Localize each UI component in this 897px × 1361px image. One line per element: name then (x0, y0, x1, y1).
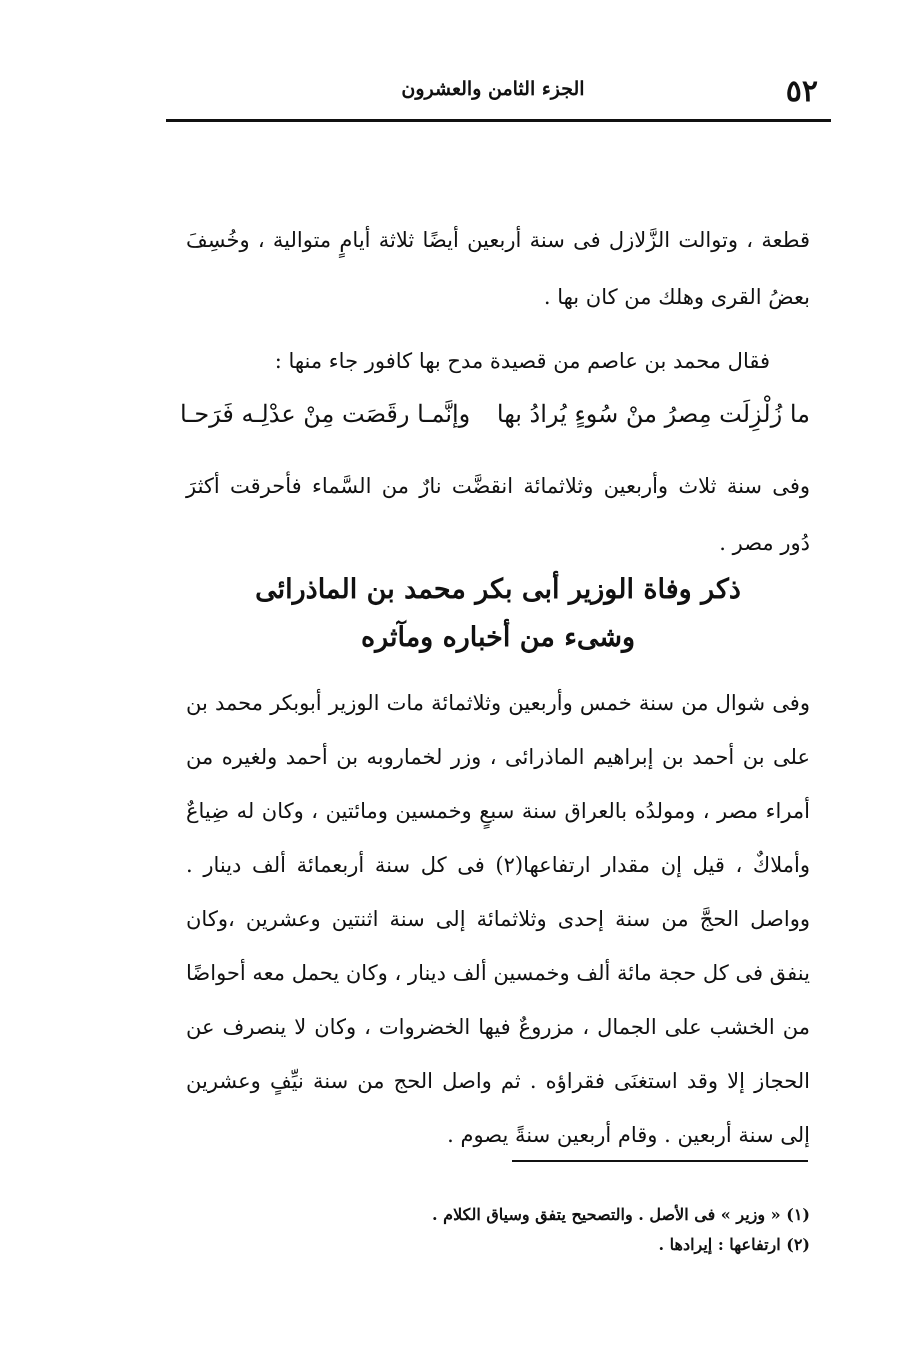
footnote-rule (512, 1160, 808, 1162)
section-heading (186, 566, 810, 662)
footnote-1: (١) « وزير » فى الأصل . والتصحيح يتفق وسياق الكلام . (432, 1205, 810, 1224)
paragraph-fire: وفى سنة ثلاث وأربعين وثلاثمائة انقضَّت نارٌ من السَّماء فأحرقت أكثرَ دُور مصر . (186, 474, 810, 555)
running-head: الجزء الثامن والعشرون (401, 78, 585, 100)
page-number: ٥٢ (785, 74, 818, 109)
section-heading-line1: ذكر وفاة الوزير أبى بكر محمد بن الماذرائى (255, 574, 741, 605)
paragraph-vizier-biography: وفى شوال من سنة خمس وأربعين وثلاثمائة مات الوزير أبوبكر محمد بن على بن أحمد بن إبراهيم الماذرائى ، وزر لخماروبه بن أحمد ولغيره من أمراء مصر ، ومولدُه بالعراق سنة سبعٍ وخمسين ومائتين ، وكان له ضِياعٌ وأملاكٌ ، قيل إن مقدار ارتفاعها(٢) فى كل سنة أربعمائة ألف دينار . وواصل الحجَّ من سنة إحدى وثلاثمائة إلى سنة اثنتين وعشرين ،وكان ينفق فى كل حجة مائة ألف وخمسين ألف دينار ، وكان يحمل معه أحواضًا من الخشب على الجمال ، مزروعٌ فيها الخضروات ، وكان لا ينصرف عن الحجاز إلا وقد استغنَى فقراؤه . ثم واصل الحج من سنة نيِّفٍ وعشرين إلى سنة أربعين . وقام أربعين سنةً يصوم . (186, 691, 810, 1147)
section-heading-line2: وشىء من أخباره ومآثره (360, 622, 636, 653)
footnote-2: (٢) ارتفاعها : إيرادها . (658, 1235, 810, 1254)
paragraph-earthquakes: قطعة ، وتوالت الزَّلازل فى سنة أربعين أيضًا ثلاثة أيامٍ متوالية ، وخُسِفَ بعضُ القرى وهلك من كان بها . (186, 228, 810, 309)
poem-verse (180, 385, 810, 443)
paragraph-poem-intro: فقال محمد بن عاصم من قصيدة مدح بها كافور جاء منها : (274, 349, 770, 373)
verse-second-hemistich: وإنَّمـا رقَصَت مِنْ عدْلِـه فَرَحـا (180, 400, 471, 428)
header-rule (166, 119, 831, 122)
verse-first-hemistich: ما زُلْزِلَت مِصرُ منْ سُوءٍ يُرادُ بها (496, 400, 810, 428)
page-header (168, 74, 818, 114)
footnotes (186, 1200, 810, 1260)
